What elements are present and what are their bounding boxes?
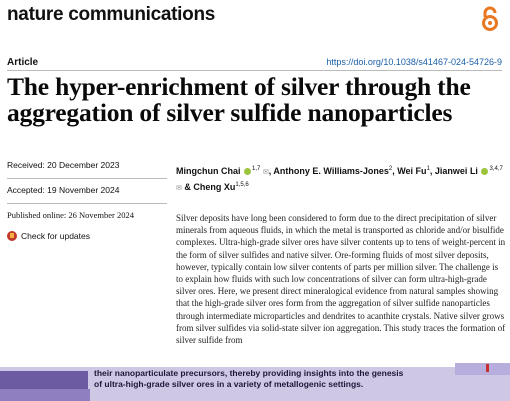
- overlay-accent: [0, 389, 90, 401]
- author-affiliation: 1,5,6: [235, 182, 249, 188]
- author-affiliation: 1,7: [252, 166, 261, 172]
- author-name[interactable]: Jianwei Li: [434, 166, 478, 176]
- doi-link[interactable]: https://doi.org/10.1038/s41467-024-54726-9: [326, 57, 502, 67]
- author-affiliation: 2: [388, 166, 393, 172]
- orcid-icon[interactable]: [244, 168, 251, 175]
- open-access-icon: [480, 6, 500, 32]
- header-divider: [7, 70, 502, 71]
- author-name[interactable]: Cheng Xu: [193, 182, 236, 192]
- abstract-text: Silver deposits have long been considered to form due to the direct precipitation of silver minerals from aqueous fluids, in which the metal is transported as chloride and/or bisulfide complexes. Ultra-high-grade silver ores have silver contents up to tens of weight-percent in the form of silver sulfides and native silver. Ore-forming fluids of most silver deposits, however, typically contain low silver contents of parts per million silver. The challenge is to explain how fluids with such low concentrations of silver can form ultra-high-grade silver ores. Here, we present direct mineralogical evidence from natural samples showing that the high-grade silver ores form from the aggregation of silver sulfide nanoparticles through intermediate microparticles and dendrites to acanthite crystals. Native silver grows from silver sulfides via solid-state silver ion aggregation. This study traces the formation of silver sulfide from: [176, 213, 506, 346]
- author-list: Mingchun Chai $^{1,7}$ ✉, Anthony E. Williams-Jones$^2$, Wei Fu$^1$, Jianwei Li $^{3,4,7}$ ✉ & Cheng Xu$^{1,5,6}$: [176, 163, 506, 195]
- article-dates-panel: [7, 158, 167, 241]
- article-title: The hyper-enrichment of silver through the aggregation of silver sulfide nanoparticles: [7, 72, 471, 127]
- author-name[interactable]: Anthony E. Williams-Jones: [273, 166, 389, 176]
- abstract-continuation-line: their nanoparticulate precursors, thereby providing insights into the genesis: [94, 368, 404, 378]
- author-name[interactable]: Wei Fu: [397, 166, 427, 176]
- check-for-updates-button[interactable]: [7, 231, 167, 241]
- check-for-updates-label: Check for updates: [21, 231, 90, 241]
- accepted-date: Accepted: 19 November 2024: [7, 183, 167, 204]
- received-date: Received: 20 December 2023: [7, 158, 167, 179]
- journal-name[interactable]: nature communications: [7, 4, 216, 25]
- article-type: Article: [7, 57, 39, 68]
- author-name[interactable]: Mingchun Chai: [176, 166, 241, 176]
- author-affiliation: 3,4,7: [489, 166, 503, 172]
- abstract: [176, 212, 506, 346]
- author-affiliation: 1: [426, 166, 430, 172]
- abstract-continuation: [94, 368, 504, 389]
- published-date: Published online: 26 November 2024: [7, 210, 135, 220]
- orcid-icon[interactable]: [481, 168, 488, 175]
- overlay-accent: [0, 371, 88, 389]
- email-icon[interactable]: ✉: [262, 169, 269, 176]
- email-icon[interactable]: ✉: [176, 185, 182, 192]
- check-for-updates-icon: [7, 231, 17, 241]
- abstract-continuation-line: of ultra-high-grade silver ores in a variety of metallogenic settings.: [94, 378, 364, 389]
